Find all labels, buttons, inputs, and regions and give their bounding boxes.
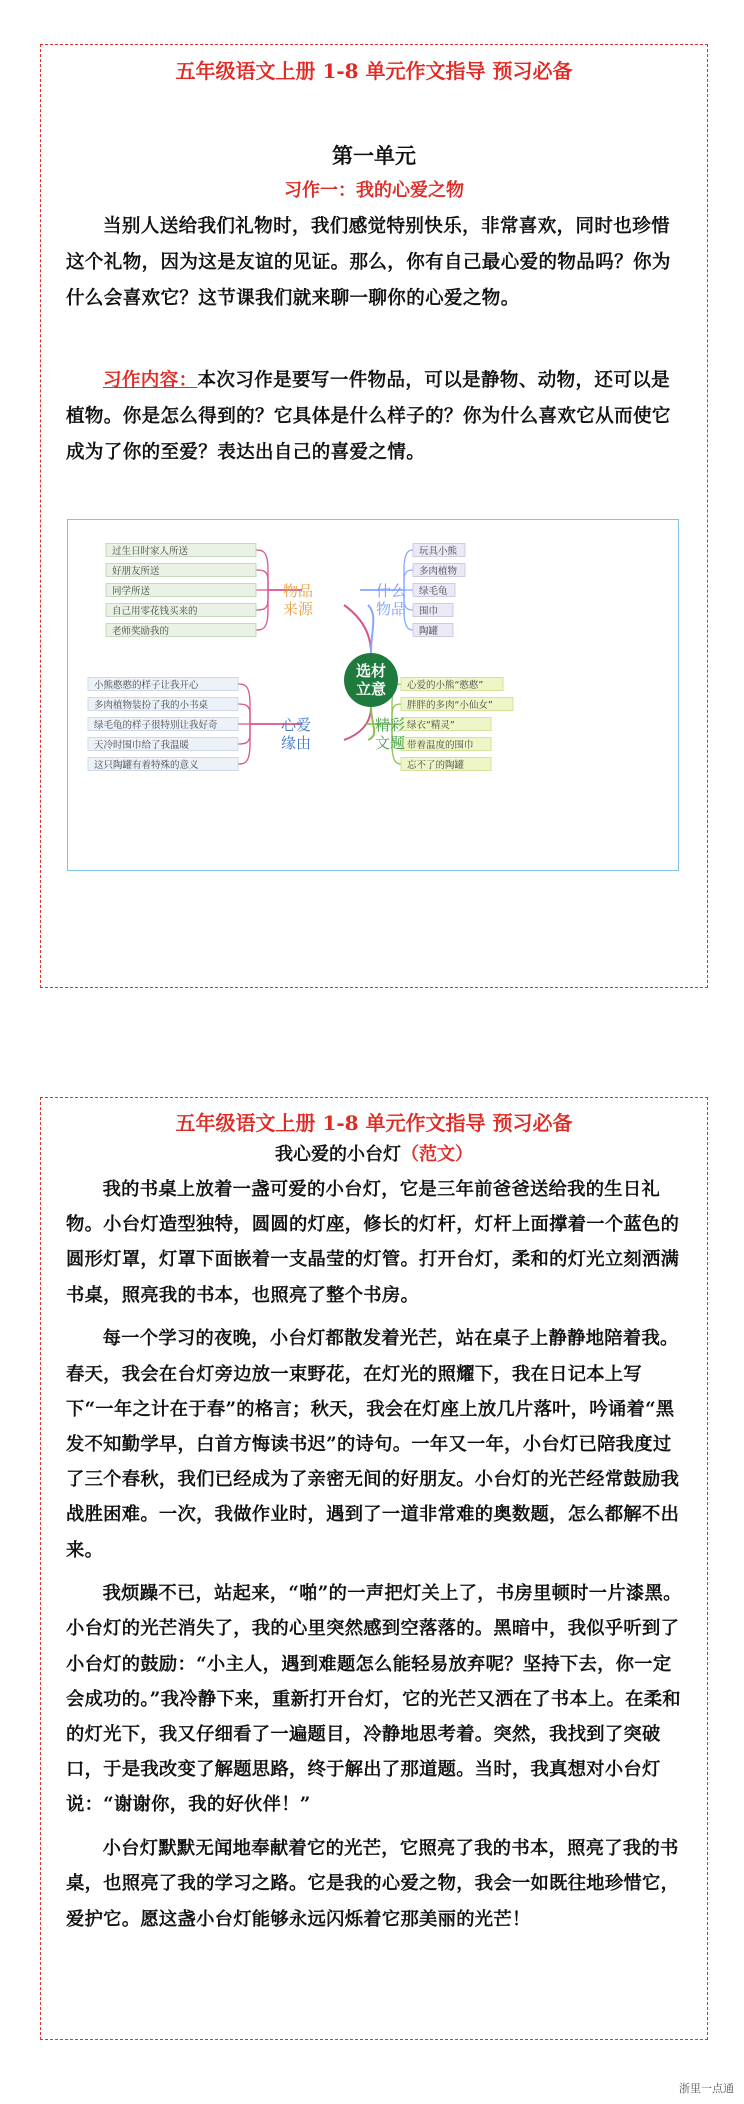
source-item-label: 自己用零花钱买来的 (112, 606, 198, 617)
content-paragraph (66, 363, 686, 471)
what-item-label: 玩具小熊 (419, 546, 458, 557)
intro-text: 当别人送给我们礼物时，我们感觉特别快乐，非常喜欢，同时也珍惜这个礼物，因为这是友谊的见证。那么，你有自己最心爱的物品吗？你为什么会喜欢它？这节课我们就来聊一聊你的心爱之物。 (66, 216, 671, 309)
reason-item-label: 这只陶罐有着特殊的意义 (94, 760, 199, 771)
reason-item-label: 天冷时围巾给了我温暖 (94, 740, 190, 751)
source-item-label: 过生日时家人所送 (112, 546, 189, 557)
what-item-label: 围巾 (419, 606, 439, 617)
mind-map (67, 519, 679, 871)
document-header-title-2: 五年级语文上册 1-8 单元作文指导 预习必备 (175, 1111, 573, 1135)
what-item-label: 绿毛龟 (419, 586, 448, 597)
branch-reason-title-1: 心爱 (280, 716, 312, 734)
branch-topic-title-1: 精彩 (374, 716, 406, 734)
topic-item-label: 绿衣“精灵” (407, 720, 455, 731)
topic-item-label: 胖胖的多肉“小仙女” (407, 700, 493, 711)
document-header-title: 五年级语文上册 1-8 单元作文指导 预习必备 (175, 59, 573, 83)
reason-item-label: 多肉植物装扮了我的小书桌 (94, 700, 209, 711)
branch-reason-title-2: 缘由 (280, 734, 312, 752)
source-item-label: 好朋友所送 (112, 566, 160, 577)
content-body: 本次习作是要写一件物品，可以是静物、动物，还可以是植物。你是怎么得到的？它具体是什么样子的？你为什么喜欢它从而使它成为了你的至爱？表达出自己的喜爱之情。 (66, 370, 671, 463)
source-item-label: 老师奖励我的 (112, 626, 170, 637)
unit-title: 第一单元 (332, 143, 416, 168)
essay-paragraph: 每一个学习的夜晚，小台灯都散发着光芒，站在桌子上静静地陪着我。春天，我会在台灯旁边放一束野花，在灯光的照耀下，我在日记本上写下“一年之计在于春”的格言；秋天，我会在灯座上放几片落叶，吟诵着“黑发不知勤学早，白首方悔读书迟”的诗句。一年又一年，小台灯已陪我度过了三个春秋，我们已经成为了亲密无间的好朋友。小台灯的光芒经常鼓励我战胜困难。一次，我做作业时，遇到了一道非常难的奥数题，怎么都解不出来。 (66, 1328, 680, 1561)
source-item-label: 同学所送 (112, 586, 151, 597)
page-card-1 (40, 44, 708, 988)
branch-source-title-1: 物品 (282, 582, 314, 600)
page-card-2 (40, 1097, 708, 2040)
essay-body (66, 1172, 686, 1945)
what-item-label: 陶罐 (419, 626, 439, 637)
mind-map-canvas (68, 520, 677, 869)
branch-topic-title-2: 文题 (374, 734, 406, 752)
branch-title-reason (281, 716, 311, 752)
content-text (66, 363, 686, 471)
essay-paragraph: 小台灯默默无闻地奉献着它的光芒，它照亮了我的书本，照亮了我的书桌，也照亮了我的学习之路。它是我的心爱之物，我会一如既往地珍惜它，爱护它。愿这盏小台灯能够永远闪烁着它那美丽的光芒！ (66, 1838, 680, 1930)
connector-center-source (344, 605, 371, 653)
mind-map-center (344, 653, 398, 707)
intro-paragraph (66, 209, 686, 317)
essay-title-tag: （范文） (401, 1144, 473, 1165)
center-label-line-2: 立意 (355, 680, 387, 698)
connector-center-what (368, 605, 373, 653)
what-item-label: 多肉植物 (419, 566, 458, 577)
content-label: 习作内容： (103, 370, 198, 391)
reason-item-label: 小熊憨憨的样子让我开心 (94, 680, 199, 691)
branch-title-topic (375, 716, 405, 752)
branch-source-title-2: 来源 (282, 600, 314, 618)
branch-title-source (283, 582, 314, 618)
branch-what-title-2: 物品 (375, 600, 407, 618)
branch-title-what (376, 582, 406, 618)
essay-paragraph: 我的书桌上放着一盏可爱的小台灯，它是三年前爸爸送给我的生日礼物。小台灯造型独特，圆圆的灯座，修长的灯杆，灯杆上面撑着一个蓝色的圆形灯罩，灯罩下面嵌着一支晶莹的灯管。打开台灯，柔和的灯光立刻洒满书桌，照亮我的书本，也照亮了整个书房。 (66, 1179, 680, 1306)
essay-title (41, 1140, 707, 1166)
branch-what-title-1: 什么 (375, 582, 407, 600)
task-title: 习作一：我的心爱之物 (284, 180, 464, 201)
essay-title-text: 我心爱的小台灯 (275, 1144, 401, 1165)
topic-item-label: 心爱的小熊“憨憨” (407, 680, 484, 691)
footer-watermark: 浙里一点通 (679, 2082, 734, 2095)
topic-item-label: 带着温度的围巾 (407, 740, 474, 751)
reason-item-label: 绿毛龟的样子很特别让我好奇 (94, 720, 218, 731)
essay-paragraph: 我烦躁不已，站起来，“啪”的一声把灯关上了，书房里顿时一片漆黑。小台灯的光芒消失了，我的心里突然感到空落落的。黑暗中，我似乎听到了小台灯的鼓励：“小主人，遇到难题怎么能轻易放弃呢？坚持下去，你一定会成功的。”我冷静下来，重新打开台灯，它的光芒又洒在了书本上。在柔和的灯光下，我又仔细看了一遍题目，冷静地思考着。突然，我找到了突破口，于是我改变了解题思路，终于解出了那道题。当时，我真想对小台灯说：“谢谢你，我的好伙伴！” (66, 1583, 682, 1816)
topic-item-label: 忘不了的陶罐 (407, 760, 465, 771)
center-label-line-1: 选材 (355, 662, 387, 680)
